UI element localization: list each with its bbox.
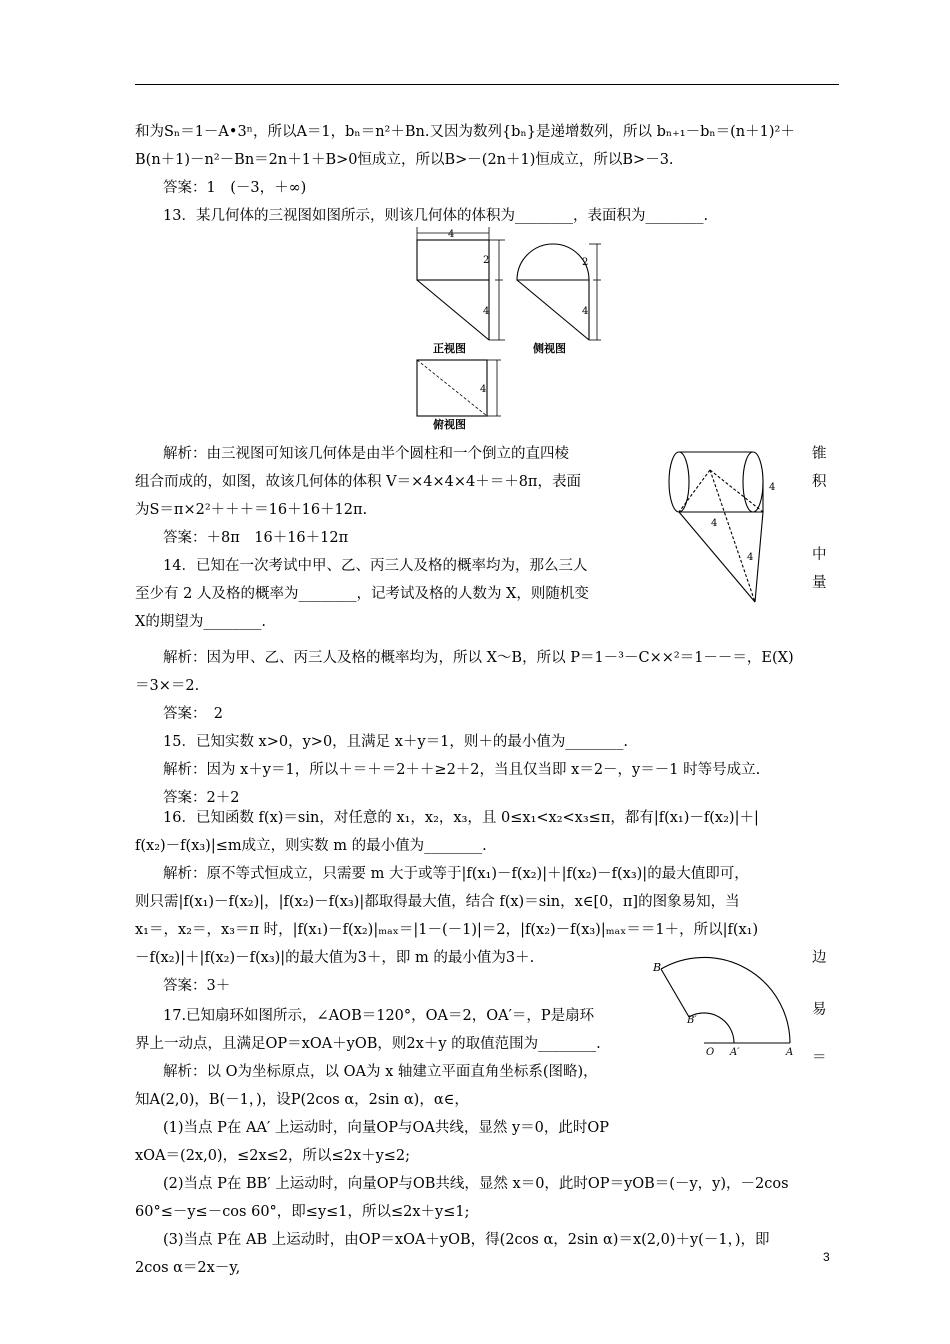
text-line: 14．已知在一次考试中甲、乙、丙三人及格的概率均为，那么三人 xyxy=(163,558,588,574)
text-line: 知A(2,0)，B(－1，)，设P(2cos α，2sin α)，α∈， xyxy=(135,1092,469,1108)
text-line: 15．已知实数 x>0，y>0，且满足 x＋y＝1，则＋的最小值为________. xyxy=(163,734,628,750)
text-line: 2cos α＝2x－y, xyxy=(135,1260,241,1276)
text-line: 答案：3＋ xyxy=(163,978,231,994)
text-line: 组合而成的，如图，故该几何体的体积 V＝×4×4×4＋＝＋8π，表面 xyxy=(135,474,581,490)
dim-label: 4 xyxy=(448,229,455,240)
margin-char: 锥 xyxy=(812,446,827,462)
solid-figure xyxy=(665,450,805,610)
dim-label: 2 xyxy=(483,255,490,266)
front-view xyxy=(417,227,505,340)
top-view xyxy=(417,360,501,416)
sector-ring-figure xyxy=(653,961,810,1065)
text-line: 界上一动点，且满足OP＝xOA＋yOB，则2x＋y 的取值范围为________. xyxy=(135,1036,601,1052)
text-line: 13．某几何体的三视图如图所示，则该几何体的体积为________，表面积为________. xyxy=(163,208,709,224)
text-line: X的期望为________. xyxy=(135,614,266,630)
text-line: 解析：因为 x＋y＝1，所以＋＝＋＝2＋＋≥2＋2，当且仅当即 x＝2－，y＝－1 时等号成立. xyxy=(163,762,761,778)
text-line: 答案： 2 xyxy=(163,706,223,722)
text-line: (1)当点 P在 AA′ 上运动时，向量OP与OA共线，显然 y＝0，此时OP xyxy=(163,1120,610,1136)
margin-char: 易 xyxy=(812,1002,827,1018)
text-line: 为S＝π×2²＋＋＋＝16＋16＋12π. xyxy=(135,502,368,518)
point-label-A-prime: A′ xyxy=(730,1047,740,1058)
text-line: 17.已知扇环如图所示，∠AOB＝120°，OA＝2，OA′＝，P是扇环 xyxy=(163,1008,595,1024)
text-line: 解析：由三视图可知该几何体是由半个圆柱和一个倒立的直四棱 xyxy=(163,446,569,462)
point-label-O: O xyxy=(706,1047,715,1058)
text-line: xOA＝(2x,0)，≤2x≤2，所以≤2x＋y≤2; xyxy=(135,1148,411,1164)
text-line: 答案：1 (－3，＋∞) xyxy=(163,180,307,196)
text-line: 解析：以 O为坐标原点，以 OA为 x 轴建立平面直角坐标系(图略)， xyxy=(163,1064,598,1080)
text-line: 解析：原不等式恒成立，只需要 m 大于或等于|f(x₁)－f(x₂)|＋|f(x₂)－f(x₃)|的最大值即可， xyxy=(163,866,749,882)
top-view-caption: 俯视图 xyxy=(433,418,466,431)
text-line: B(n＋1)－n²－Bn＝2n＋1＋B>0恒成立，所以B>－(2n＋1)恒成立，所以B>－3. xyxy=(135,152,674,168)
edge-label: 4 xyxy=(769,482,776,493)
three-view-figure xyxy=(405,222,605,432)
text-line: 则只需|f(x₁)－f(x₂)|，|f(x₂)－f(x₃)|都取得最大值，结合 f(x)＝sin，x∈[0，π]的图象易知，当 xyxy=(135,894,740,910)
text-line: 至少有 2 人及格的概率为________，记考试及格的人数为 X，则随机变 xyxy=(135,586,589,602)
text-line: (2)当点 P在 BB′ 上运动时，向量OP与OB共线，显然 x＝0，此时OP＝yOB＝(－y，y)，－2cos xyxy=(163,1176,789,1192)
point-label-B: B xyxy=(653,961,662,974)
text-line: 答案：＋8π 16＋16＋12π xyxy=(163,530,349,546)
text-line: ＝3×＝2. xyxy=(135,678,200,694)
front-view-caption: 正视图 xyxy=(433,342,466,355)
dim-label: 2 xyxy=(582,257,589,268)
point-label-B-prime: B′ xyxy=(687,1015,697,1026)
dim-label: 4 xyxy=(582,306,589,317)
dim-label: 4 xyxy=(480,384,487,395)
side-view xyxy=(517,244,601,340)
text-line: (3)当点 P在 AB 上运动时，由OP＝xOA＋yOB，得(2cos α，2sin α)＝x(2,0)＋y(－1，)，即 xyxy=(163,1232,770,1248)
header-rule xyxy=(135,84,839,85)
edge-label: 4 xyxy=(711,518,718,529)
margin-char: 积 xyxy=(812,474,827,490)
text-line: 和为Sₙ＝1－A•3ⁿ，所以A＝1，bₙ＝n²＋Bn.又因为数列{bₙ}是递增数列，所以 bₙ₊₁－bₙ＝(n＋1)²＋ xyxy=(135,124,795,140)
margin-char: 量 xyxy=(812,575,827,591)
text-line: 60°≤－y≤－cos 60°，即≤y≤1，所以≤2x＋y≤1; xyxy=(135,1204,470,1220)
text-line: 解析：因为甲、乙、丙三人及格的概率均为，所以 X～B，所以 P＝1－³－C××²＝1－－＝，E(X) xyxy=(163,650,794,666)
edge-label: 4 xyxy=(747,552,754,563)
point-label-A: A xyxy=(786,1047,794,1058)
dim-label: 4 xyxy=(483,306,490,317)
margin-char: 中 xyxy=(812,547,827,563)
text-line: －f(x₂)|＋|f(x₂)－f(x₃)|的最大值为3＋，即 m 的最小值为3＋. xyxy=(135,950,535,966)
side-view-caption: 侧视图 xyxy=(533,342,566,355)
page-number: 3 xyxy=(823,1250,830,1264)
text-line: f(x₂)－f(x₃)|≤m成立，则实数 m 的最小值为________. xyxy=(135,838,487,854)
text-line: 16．已知函数 f(x)＝sin，对任意的 x₁，x₂，x₃，且 0≤x₁<x₂<x₃≤π，都有|f(x₁)－f(x₂)|＋| xyxy=(163,810,759,826)
margin-char: 边 xyxy=(812,950,827,966)
text-line: 答案：2＋2 xyxy=(163,790,240,806)
text-line: x₁＝，x₂＝，x₃＝π 时，|f(x₁)－f(x₂)|ₘₐₓ＝|1－(－1)|＝2，|f(x₂)－f(x₃)|ₘₐₓ＝＝1＋，所以|f(x₁) xyxy=(135,922,759,938)
margin-char: ＝ xyxy=(812,1050,827,1066)
